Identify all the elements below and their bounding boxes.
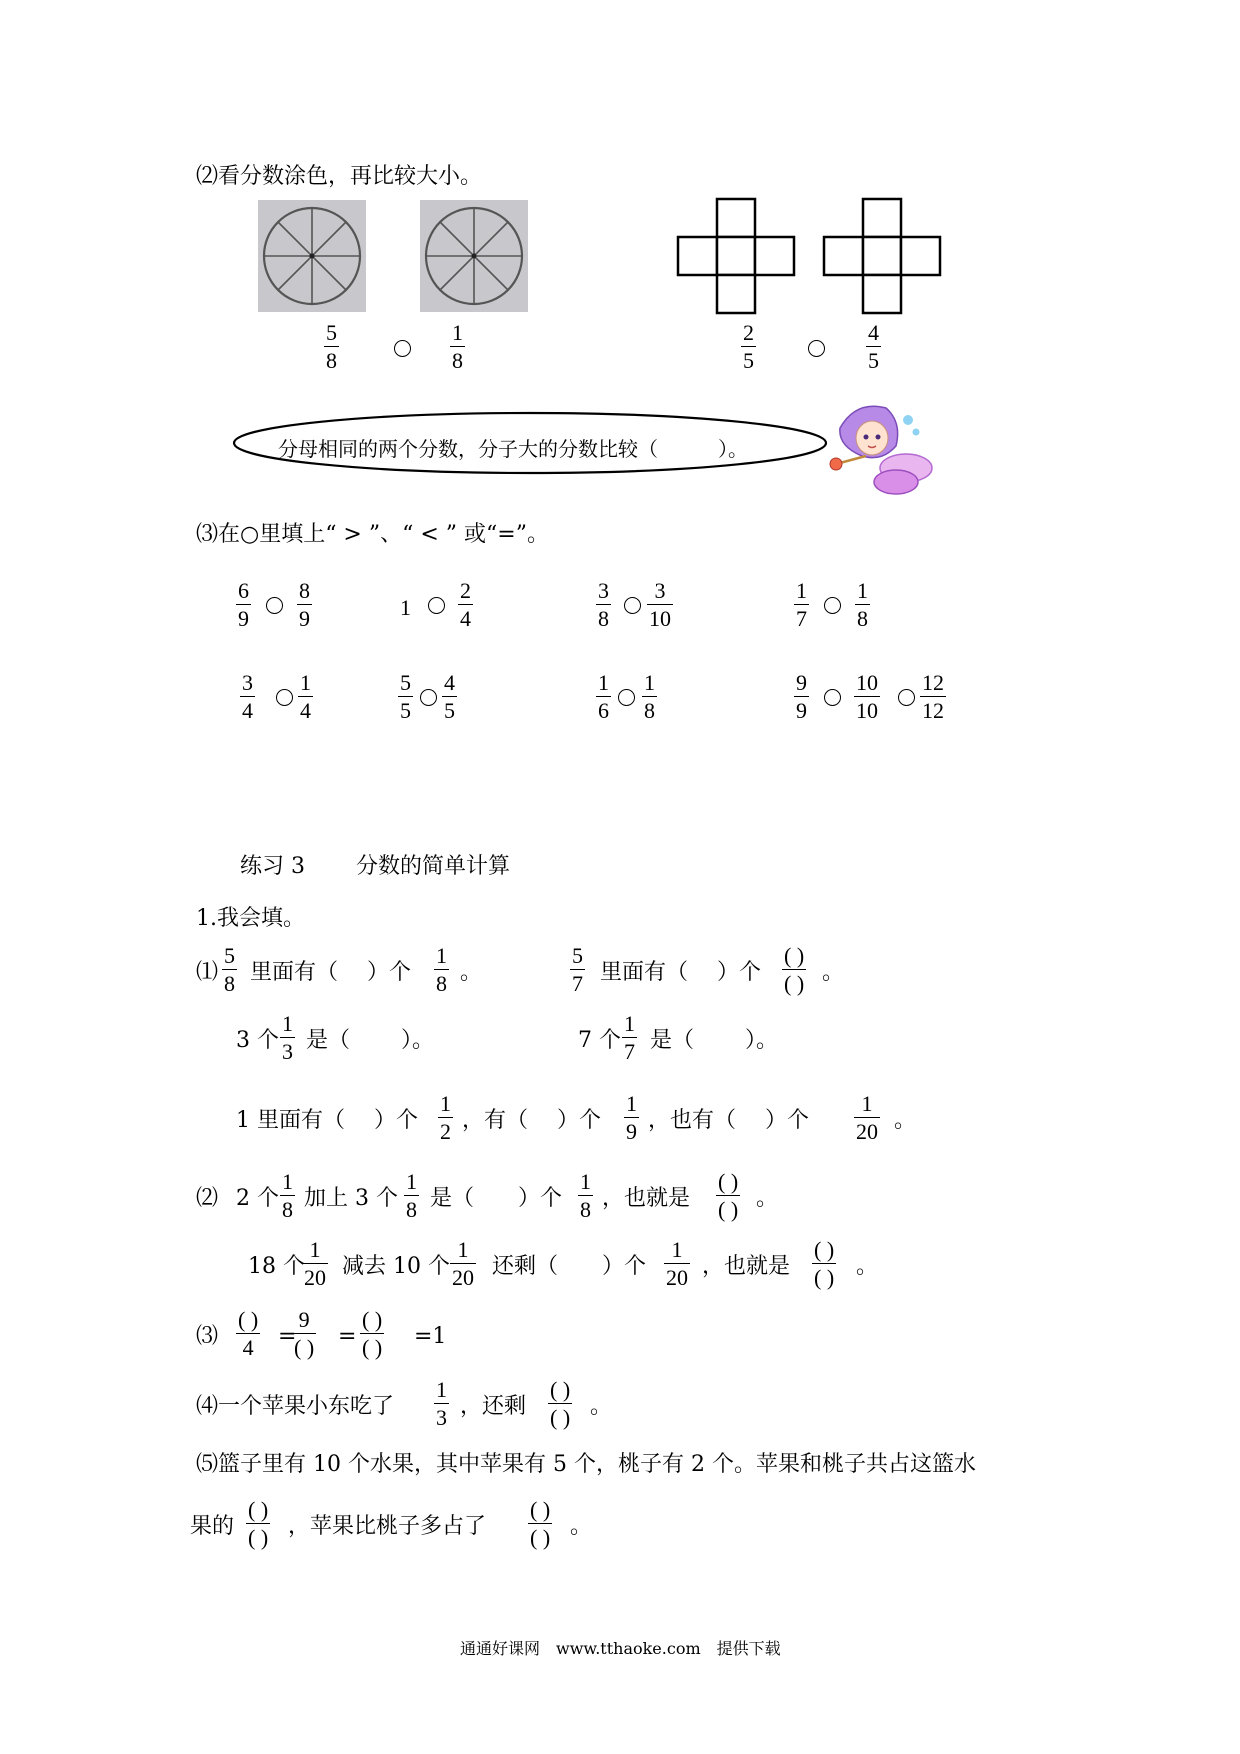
fraction: 1 2 <box>440 1091 451 1144</box>
fraction: 10 10 <box>856 670 878 723</box>
compare-circle[interactable] <box>420 689 437 706</box>
period: 。 <box>570 1514 593 1539</box>
question-5-text: ⑸篮子里有 10 个水果，其中苹果有 5 个，桃子有 2 个。苹果和桃子共占这篮水 <box>196 1452 976 1477</box>
fraction: 3 10 <box>649 578 671 631</box>
fraction: 5 8 <box>224 943 235 996</box>
part-label: ⑵ <box>196 1186 219 1211</box>
fraction: 3 4 <box>242 670 253 723</box>
compare-circle[interactable] <box>824 689 841 706</box>
fraction: 1 7 <box>796 578 807 631</box>
fraction-1-8: 1 8 <box>452 320 463 373</box>
fraction: 1 8 <box>436 943 447 996</box>
compare-circle[interactable] <box>824 597 841 614</box>
whole-number: 1 <box>400 595 411 620</box>
blank-fraction[interactable]: ( ) ( ) <box>718 1169 739 1222</box>
fill-text: 是（ ）。 <box>650 1028 778 1053</box>
footer: 通通好课网 www.tthaoke.com 提供下载 <box>460 1639 781 1658</box>
fraction: 1 8 <box>644 670 655 723</box>
cross-shape-right <box>822 197 942 315</box>
circle-image-left <box>258 200 366 312</box>
compare-circle[interactable] <box>808 340 825 357</box>
question-4-text: ⑷一个苹果小东吃了 <box>196 1394 395 1419</box>
compare-circle[interactable] <box>276 689 293 706</box>
period: 。 <box>822 960 845 985</box>
fill-text: 里面有（ ）个 <box>250 960 411 985</box>
fill-text: 1 里面有（ ）个 <box>236 1108 418 1133</box>
fill-text: ，还剩 <box>460 1394 527 1419</box>
blank-fraction[interactable]: ( ) ( ) <box>362 1307 383 1360</box>
hint-text: 分母相同的两个分数，分子大的分数比较（ ）。 <box>278 437 748 461</box>
fraction: 1 3 <box>282 1011 293 1064</box>
fraction: 1 8 <box>580 1169 591 1222</box>
fill-text: 果的 <box>190 1514 235 1539</box>
fill-text: 还剩（ ）个 <box>492 1254 647 1279</box>
fraction-4-5: 4 5 <box>868 320 879 373</box>
equals-sign: = <box>338 1324 357 1349</box>
blank-fraction[interactable]: ( ) ( ) <box>248 1497 269 1550</box>
blank-fraction[interactable]: ( ) ( ) <box>550 1377 571 1430</box>
fill-text: ，也有（ ）个 <box>648 1108 809 1133</box>
fraction: 1 7 <box>624 1011 635 1064</box>
section-2-title: ⑵看分数涂色，再比较大小。 <box>196 164 483 189</box>
blank-fraction[interactable]: 9 ( ) <box>294 1307 315 1360</box>
fraction: 1 20 <box>856 1091 878 1144</box>
period: 。 <box>756 1186 779 1211</box>
fraction: 9 9 <box>796 670 807 723</box>
blank-fraction[interactable]: ( ) ( ) <box>530 1497 551 1550</box>
fraction: 1 3 <box>436 1377 447 1430</box>
fill-text: 18 个 <box>248 1254 305 1279</box>
fraction: 1 20 <box>452 1237 474 1290</box>
fraction: 1 8 <box>857 578 868 631</box>
fill-text: ，有（ ）个 <box>462 1108 601 1133</box>
period: 。 <box>460 960 483 985</box>
fraction-2-5: 2 5 <box>743 320 754 373</box>
part-label: ⑴ <box>196 960 219 985</box>
fraction: 1 20 <box>304 1237 326 1290</box>
fraction: 1 20 <box>666 1237 688 1290</box>
fraction: 12 12 <box>922 670 944 723</box>
fraction: 5 7 <box>572 943 583 996</box>
circle-image-right <box>420 200 528 312</box>
exercise-title: 分数的简单计算 <box>356 854 511 879</box>
fraction-5-8: 5 8 <box>326 320 337 373</box>
fairy-illustration <box>826 398 938 502</box>
question-1-label: 1.我会填。 <box>196 906 305 931</box>
compare-circle[interactable] <box>898 689 915 706</box>
fraction: 4 5 <box>444 670 455 723</box>
blank-fraction[interactable]: ( ) ( ) <box>814 1237 835 1290</box>
part-label: ⑶ <box>196 1324 219 1349</box>
fill-text: ，也就是 <box>602 1186 691 1211</box>
period: 。 <box>894 1108 917 1133</box>
fraction: 1 8 <box>406 1169 417 1222</box>
section-3-title: ⑶在○里填上“ > ”、“ < ” 或“=”。 <box>196 522 549 547</box>
period: 。 <box>590 1394 613 1419</box>
compare-circle[interactable] <box>618 689 635 706</box>
fraction: 1 6 <box>598 670 609 723</box>
fill-text: ，也就是 <box>702 1254 791 1279</box>
fraction: 2 4 <box>460 578 471 631</box>
compare-circle[interactable] <box>624 597 641 614</box>
cross-shape-left <box>676 197 796 315</box>
fraction: 1 8 <box>282 1169 293 1222</box>
fraction: 8 9 <box>299 578 310 631</box>
fraction: 1 9 <box>626 1091 637 1144</box>
fill-text: 2 个 <box>236 1186 279 1211</box>
blank-fraction[interactable]: ( ) ( ) <box>784 943 805 996</box>
fill-text: 减去 10 个 <box>342 1254 450 1279</box>
fill-text: 加上 3 个 <box>304 1186 398 1211</box>
fill-text: 7 个 <box>578 1028 621 1053</box>
fill-text: 3 个 <box>236 1028 279 1053</box>
fill-text: 里面有（ ）个 <box>600 960 761 985</box>
equals-sign: = <box>278 1324 297 1349</box>
compare-circle[interactable] <box>266 597 283 614</box>
exercise-number: 练习 3 <box>240 854 305 879</box>
blank-fraction[interactable]: ( ) 4 <box>238 1307 259 1360</box>
equals-one: =1 <box>414 1324 447 1349</box>
compare-circle[interactable] <box>394 340 411 357</box>
fill-text: 是（ ）个 <box>430 1186 563 1211</box>
fraction: 1 4 <box>300 670 311 723</box>
fill-text: 是（ ）。 <box>306 1028 434 1053</box>
compare-circle[interactable] <box>428 597 445 614</box>
fill-text: ，苹果比桃子多占了 <box>288 1514 487 1539</box>
fraction: 6 9 <box>238 578 249 631</box>
fraction: 5 5 <box>400 670 411 723</box>
fraction: 3 8 <box>598 578 609 631</box>
period: 。 <box>856 1254 879 1279</box>
